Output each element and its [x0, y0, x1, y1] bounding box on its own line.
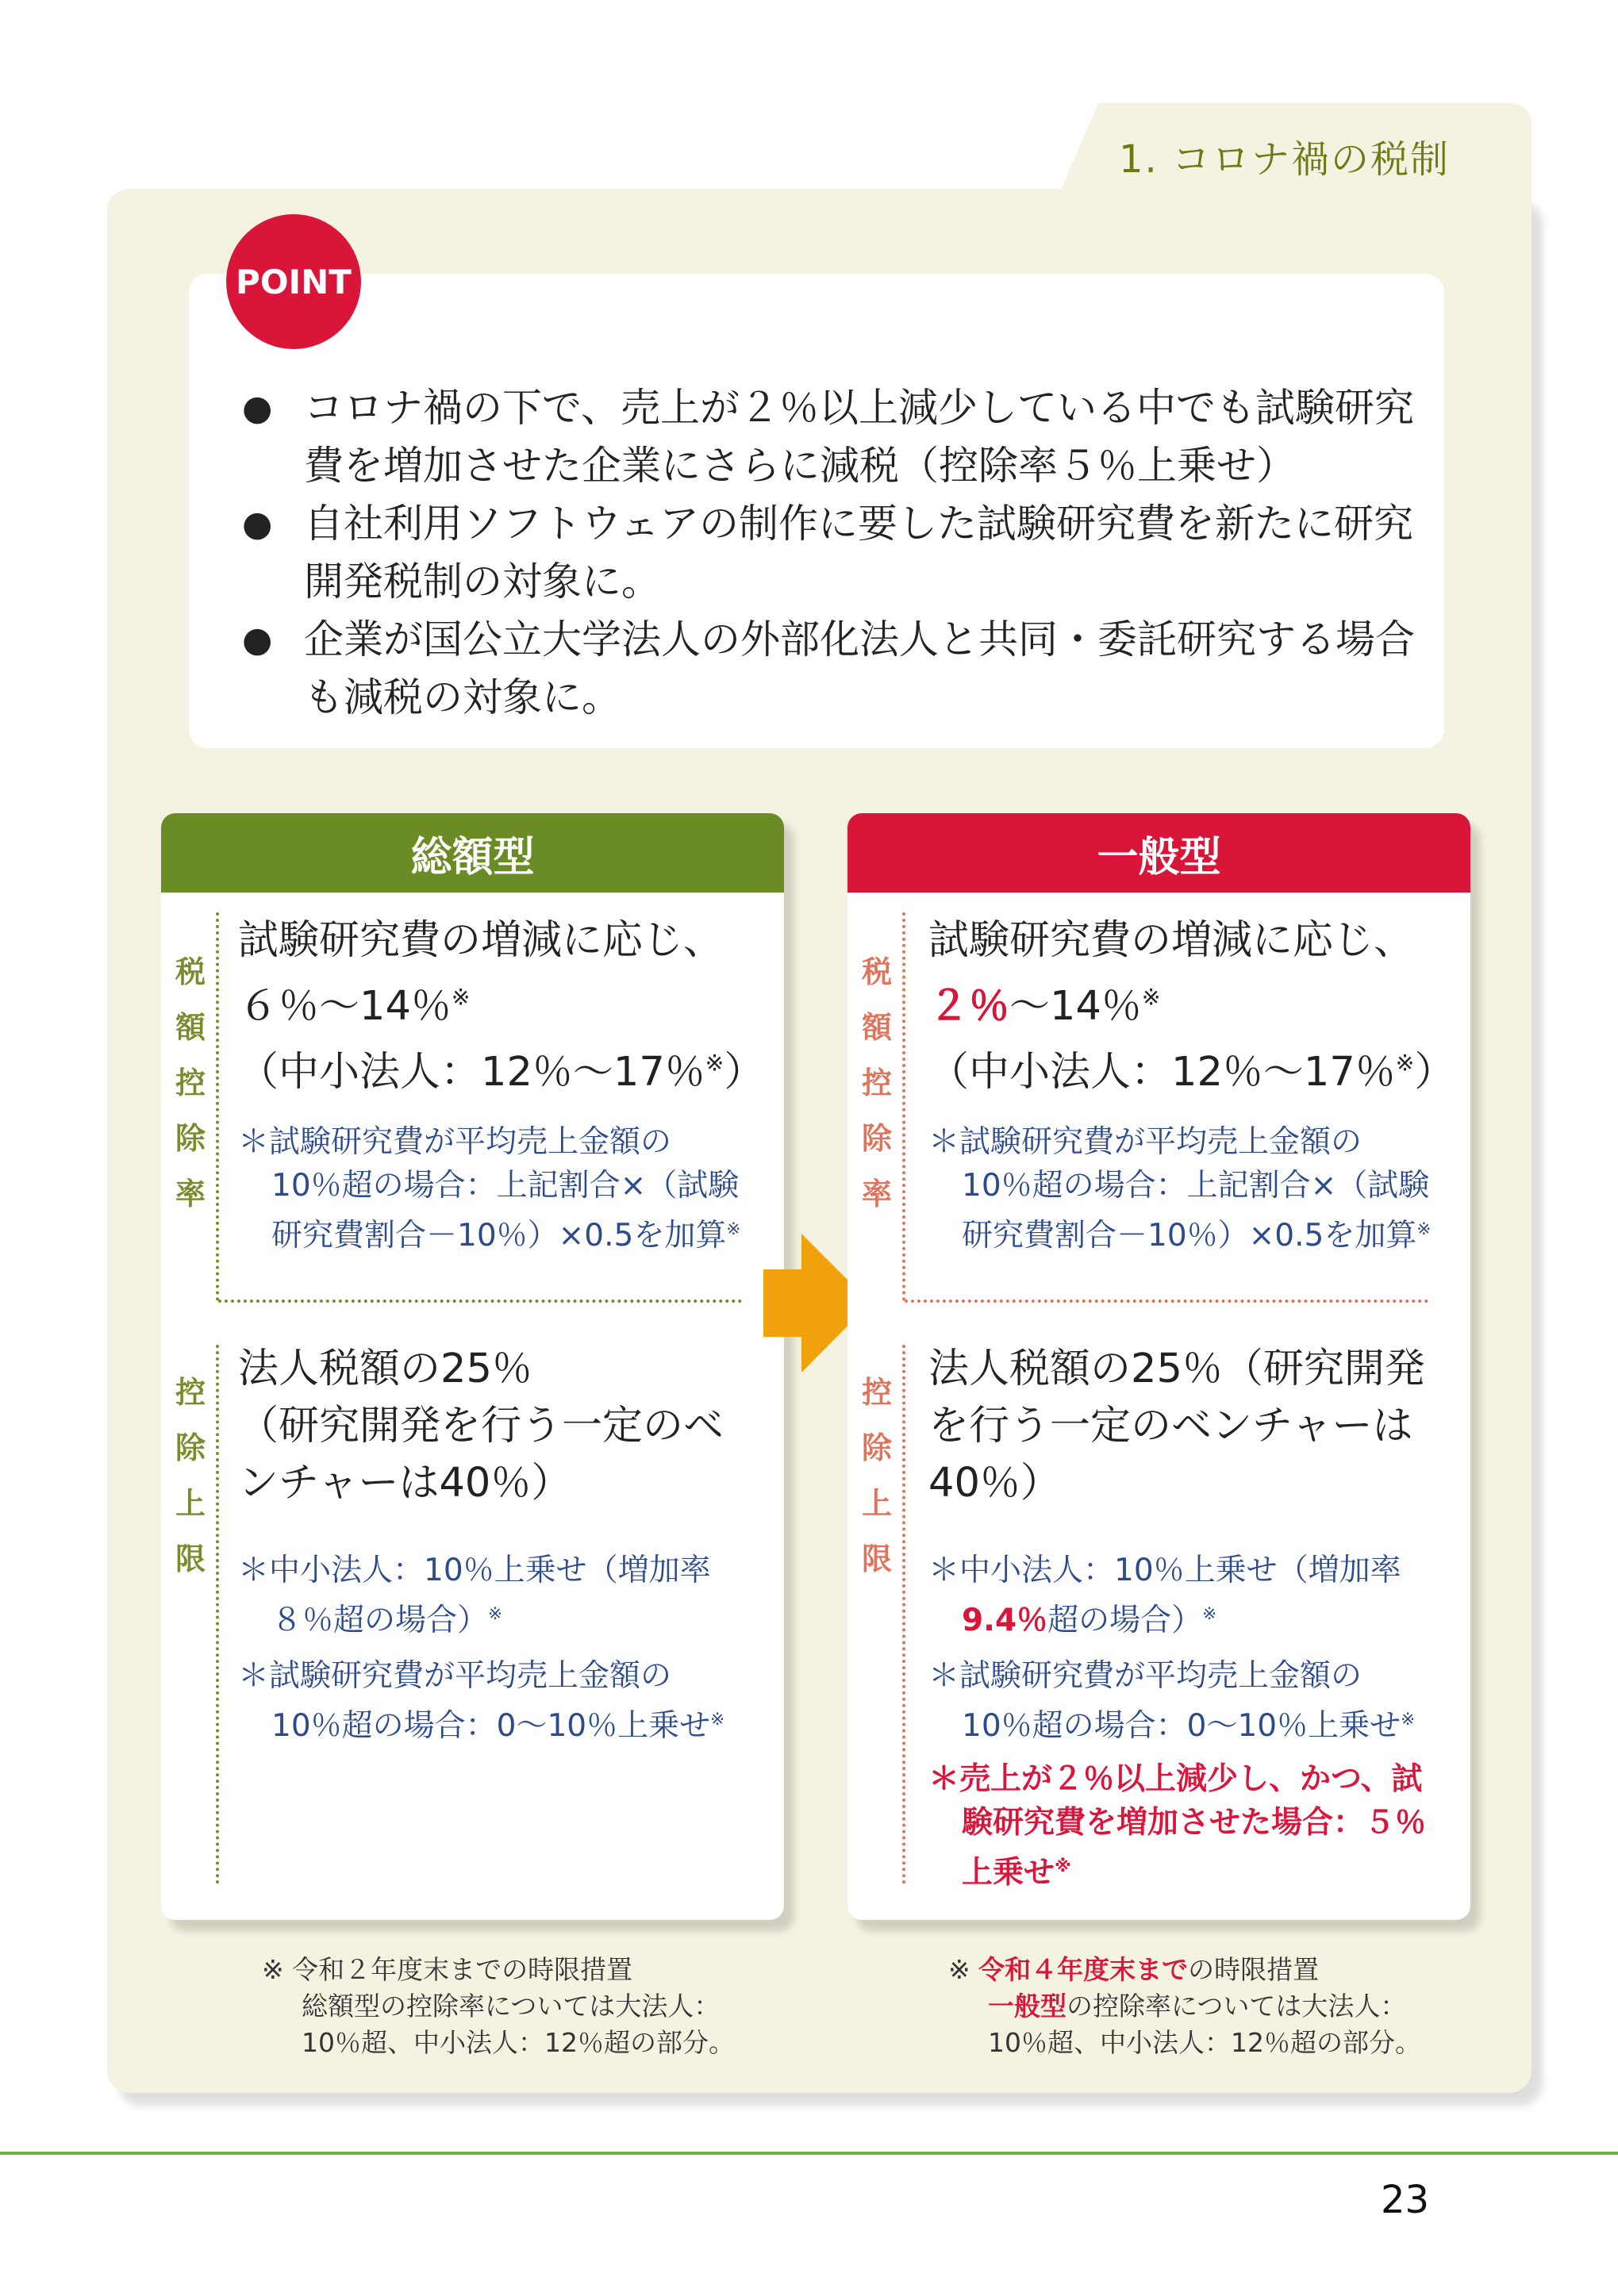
divider — [905, 1300, 1428, 1303]
right-limit-note-2 — [928, 1654, 1460, 1748]
left-panel-header: 総額型 — [161, 813, 784, 893]
divider — [216, 912, 219, 1301]
limit-line: 法人税額の25％（研究開発 — [928, 1346, 1425, 1392]
footnote-line: 10％超、中小法人：12％超の部分。 — [988, 2027, 1421, 2058]
left-rate-text — [238, 912, 770, 1101]
note-line: ＊中小法人：10％上乗せ（増加率 — [238, 1553, 711, 1588]
side-char: 控 — [175, 1375, 206, 1410]
side-char: 税 — [175, 954, 206, 989]
footnote-line: 一般型の控除率については大法人： — [988, 1991, 1407, 2021]
right-rate-text — [928, 912, 1460, 1101]
side-char: 限 — [861, 1542, 892, 1576]
side-char: 控 — [175, 1065, 206, 1100]
limit-line: 40％） — [928, 1460, 1061, 1507]
point-item-3 — [242, 611, 1424, 727]
right-red-note — [928, 1757, 1460, 1895]
note-line: 10％超の場合：0～10％上乗せ※ — [271, 1708, 725, 1744]
limit-line: 法人税額の25％ — [238, 1346, 532, 1392]
left-limit-note-2 — [238, 1654, 770, 1748]
left-rate-note — [238, 1120, 770, 1257]
side-char: 額 — [175, 1010, 206, 1045]
note-line: 10％超の場合：0～10％上乗せ※ — [962, 1708, 1416, 1744]
side-char: 率 — [861, 1177, 892, 1211]
note-line: 研究費割合－10％）×0.5を加算※ — [962, 1218, 1432, 1254]
point-item-text: コロナ禍の下で、売上が２％以上減少している中でも試験研究費を増加させた企業にさらに減税（控除率５％上乗せ） — [304, 385, 1414, 489]
note-line: ＊売上が２％以上減少し、かつ、試 — [928, 1761, 1423, 1797]
right-rate-side-label — [853, 944, 901, 1222]
note-line: ＊中小法人：10％上乗せ（増加率 — [928, 1553, 1401, 1588]
limit-line: ンチャーは40％） — [238, 1460, 572, 1507]
rate-line: （中小法人：12％～17％※） — [928, 1049, 1455, 1096]
point-badge: POINT — [226, 214, 361, 349]
point-item-2 — [242, 495, 1424, 611]
section-tab-label: 1. コロナ禍の税制 — [1119, 137, 1451, 182]
divider — [902, 1345, 905, 1884]
note-line: 9.4％超の場合）※ — [962, 1603, 1217, 1638]
right-panel-header: 一般型 — [847, 813, 1470, 893]
limit-line: （研究開発を行う一定のベ — [238, 1403, 724, 1449]
side-char: 額 — [861, 1010, 892, 1045]
side-char: 控 — [861, 1375, 892, 1410]
rate-line: 試験研究費の増減に応じ、 — [238, 917, 724, 964]
side-char: 除 — [861, 1430, 892, 1465]
side-char: 控 — [861, 1065, 892, 1100]
side-char: 税 — [861, 954, 892, 989]
limit-line: を行う一定のベンチャーは — [928, 1403, 1413, 1449]
right-limit-text — [928, 1341, 1460, 1512]
left-limit-note-1 — [238, 1549, 770, 1642]
side-char: 限 — [175, 1542, 206, 1576]
bullet-icon: ● — [242, 388, 273, 428]
note-line: 10％超の場合：上記割合×（試験 — [962, 1168, 1430, 1204]
side-char: 除 — [175, 1121, 206, 1156]
right-footnote — [948, 1952, 1472, 2061]
rate-line: （中小法人：12％～17％※） — [238, 1049, 765, 1096]
note-line: 験研究費を増加させた場合：５％ — [962, 1805, 1427, 1841]
rate-line: ６％～14％※ — [238, 983, 471, 1030]
bottom-rule — [0, 2152, 1618, 2155]
note-line: ＊試験研究費が平均売上金額の — [928, 1658, 1362, 1694]
left-footnote — [262, 1952, 770, 2061]
point-item-text: 自社利用ソフトウェアの制作に要した試験研究費を新たに研究開発税制の対象に。 — [304, 501, 1413, 605]
note-line: ＊試験研究費が平均売上金額の — [928, 1124, 1362, 1160]
footnote-line: 10％超、中小法人：12％超の部分。 — [302, 2027, 735, 2058]
right-rate-note — [928, 1120, 1460, 1257]
side-char: 率 — [175, 1177, 206, 1211]
footnote-line: 総額型の控除率については大法人： — [302, 1991, 721, 2021]
left-limit-text — [238, 1341, 770, 1512]
point-item-1 — [242, 379, 1424, 495]
note-line: 上乗せ※ — [962, 1855, 1071, 1891]
divider — [216, 1345, 219, 1884]
divider — [902, 912, 905, 1301]
bullet-icon: ● — [242, 504, 273, 544]
left-rate-side-label — [167, 944, 214, 1222]
note-line: 研究費割合－10％）×0.5を加算※ — [271, 1218, 741, 1254]
side-char: 上 — [861, 1486, 892, 1521]
note-line: ８％超の場合）※ — [271, 1603, 502, 1638]
side-char: 上 — [175, 1486, 206, 1521]
right-limit-note-1 — [928, 1549, 1460, 1642]
bullet-icon: ● — [242, 620, 273, 660]
side-char: 除 — [175, 1430, 206, 1465]
page-number: 23 — [1381, 2178, 1430, 2222]
point-item-text: 企業が国公立大学法人の外部化法人と共同・委託研究する場合も減税の対象に。 — [304, 616, 1415, 720]
note-line: ＊試験研究費が平均売上金額の — [238, 1658, 672, 1694]
left-limit-side-label — [167, 1365, 214, 1587]
rate-line: ２％～14％※ — [928, 983, 1161, 1030]
note-line: 10％超の場合：上記割合×（試験 — [271, 1168, 740, 1204]
side-char: 除 — [861, 1121, 892, 1156]
footnote-line: ※ 令和４年度末までの時限措置 — [948, 1954, 1320, 1985]
note-line: ＊試験研究費が平均売上金額の — [238, 1124, 672, 1160]
footnote-line: ※ 令和２年度末までの時限措置 — [262, 1954, 633, 1985]
right-limit-side-label — [853, 1365, 901, 1587]
divider — [218, 1300, 742, 1303]
rate-line: 試験研究費の増減に応じ、 — [928, 917, 1415, 964]
